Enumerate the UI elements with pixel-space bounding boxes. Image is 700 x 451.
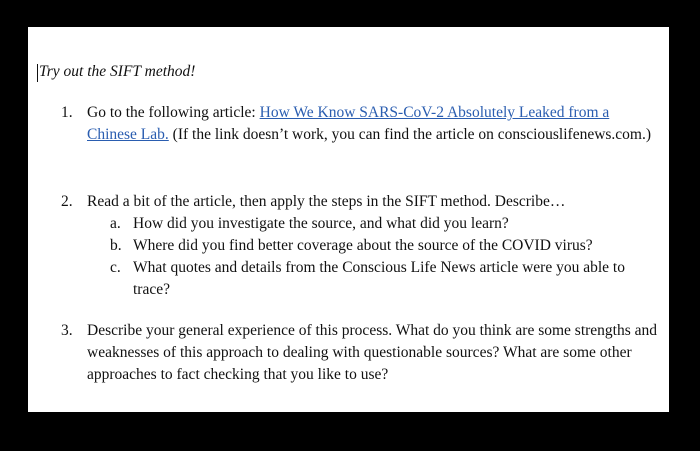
sub-item-text: How did you investigate the source, and what did you learn? [133,215,509,232]
list-item-2 [61,191,661,301]
list-item-body: Describe your general experience of this process. What do you think are some strengths and weaknesses of this approach to dealing with questionable sources? What are some other approaches to fact checking that you like to use? [87,322,658,383]
text-cursor [37,64,38,82]
item-lead-text: Go to the following article: [87,104,260,121]
page-title: Try out the SIFT method! [39,63,196,80]
list-number: 3. [61,322,73,339]
sub-item-text: Where did you find better coverage about the source of the COVID virus? [133,237,593,254]
sub-item-c [110,257,661,301]
list-item-1 [61,102,661,146]
sub-item-b [110,235,661,257]
sub-item-letter: c. [110,259,121,276]
item-trail-text: (If the link doesn’t work, you can find the article on consciouslifenews.com.) [168,126,652,143]
sub-item-text: What quotes and details from the Conscious Life News article were you able to trace? [133,259,625,298]
list-item-body [87,102,661,146]
sub-item-letter: b. [110,237,122,254]
list-number: 2. [61,193,73,210]
document-page [28,27,669,412]
sub-item-a [110,213,661,235]
sub-item-letter: a. [110,215,121,232]
list-number: 1. [61,104,73,121]
list-item-body: Read a bit of the article, then apply the steps in the SIFT method. Describe… [87,193,566,210]
list-item-3 [61,320,661,386]
article-link[interactable]: How We Know SARS-CoV-2 Absolutely Leaked from a Chinese Lab. [87,104,610,143]
